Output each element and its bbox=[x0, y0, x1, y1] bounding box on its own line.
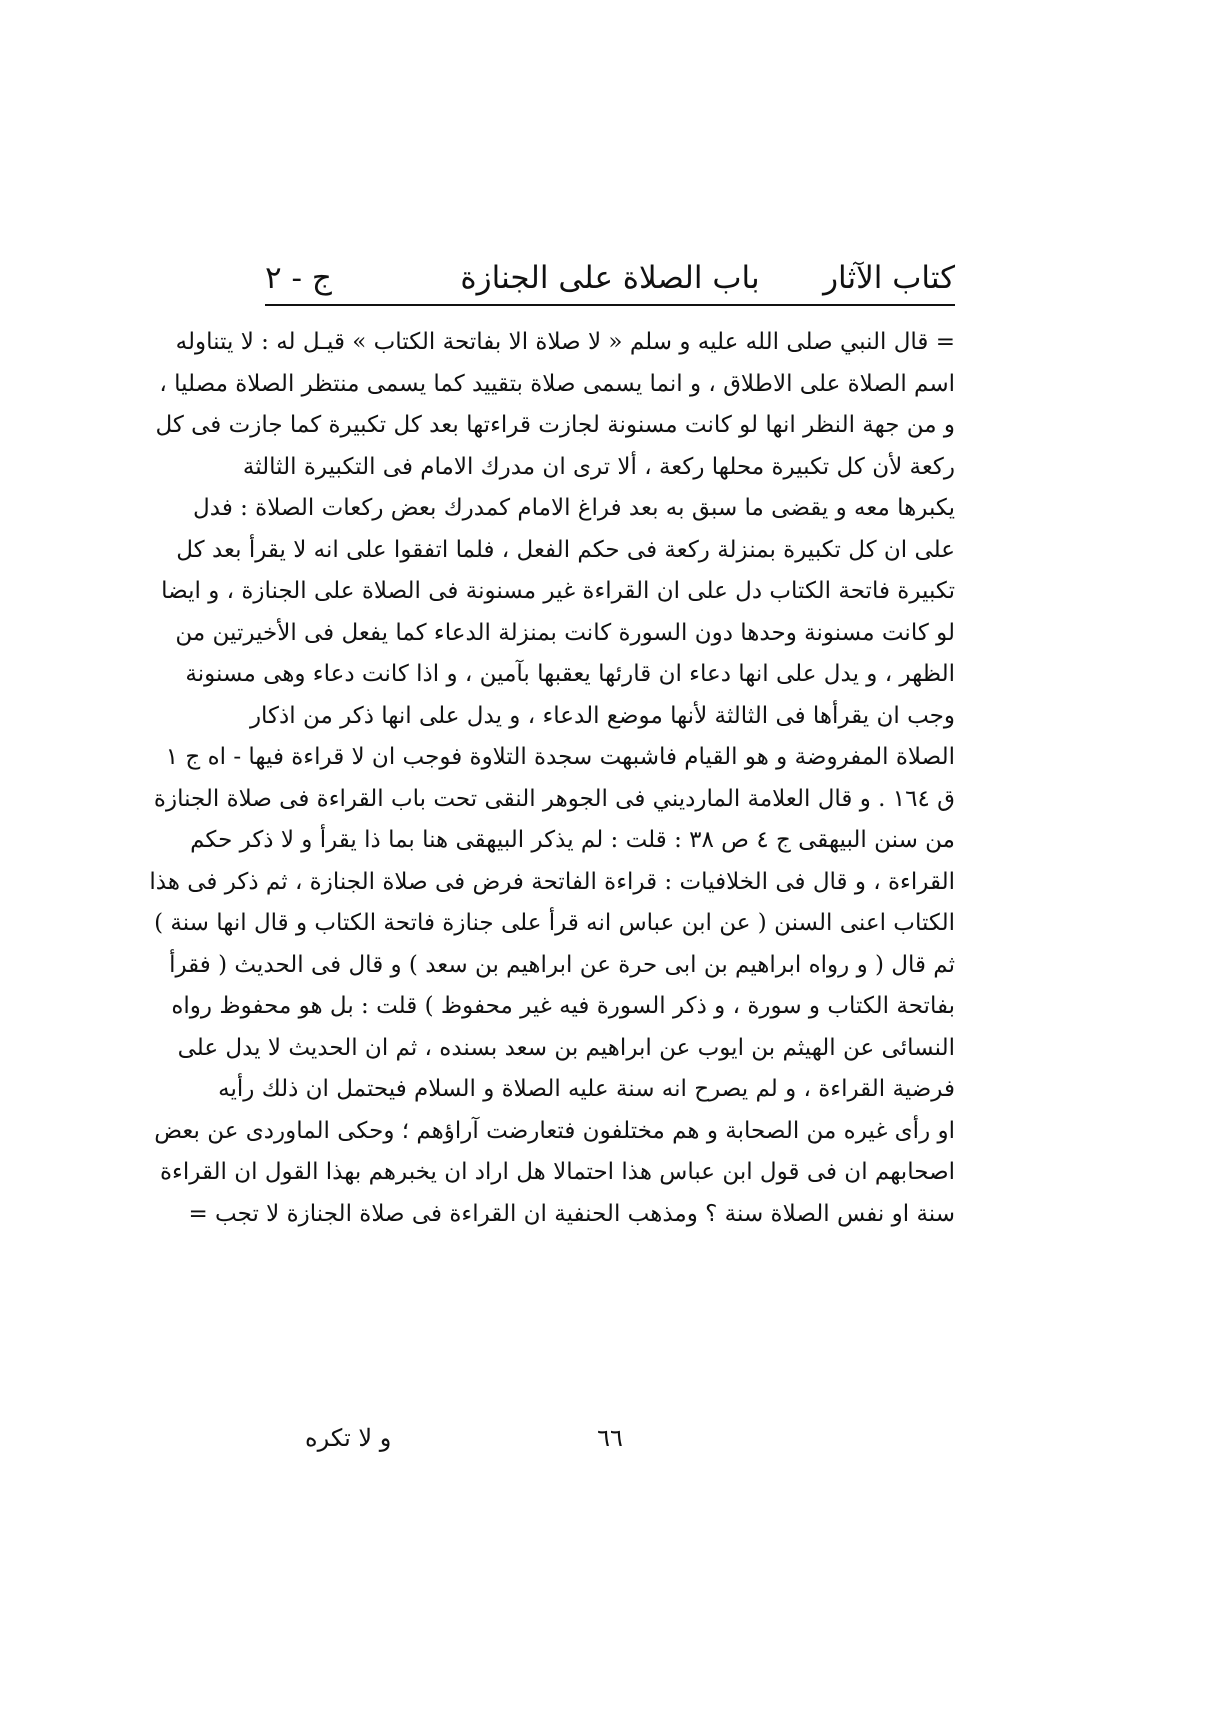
page-number: ٦٦ bbox=[597, 1424, 623, 1452]
text-line: من سنن البيهقى ج ٤ ص ٣٨ : قلت : لم يذكر البيهقى هنا بما ذا يقرأ و لا ذكر حكم bbox=[190, 827, 955, 853]
text-line: اسم الصلاة على الاطلاق ، و انما يسمى صلاة بتقييد كما يسمى منتظر الصلاة مصليا ، bbox=[159, 370, 955, 397]
text-line: النسائى عن الهيثم بن ايوب عن ابراهيم بن سعد بسنده ، ثم ان الحديث لا يدل على bbox=[177, 1034, 955, 1061]
text-line: يكبرها معه و يقضى ما سبق به بعد فراغ الامام كمدرك بعض ركعات الصلاة : فدل bbox=[193, 495, 955, 521]
text-line: تكبيرة فاتحة الكتاب دل على ان القراءة غير مسنونة فى الصلاة على الجنازة ، و ايضا bbox=[161, 578, 955, 604]
page-header bbox=[265, 258, 955, 308]
catchword: و لا تكره bbox=[305, 1424, 392, 1452]
text-line: فرضية القراءة ، و لم يصرح انه سنة عليه الصلاة و السلام فيحتمل ان ذلك رأيه bbox=[218, 1076, 955, 1102]
text-line: ركعة لأن كل تكبيرة محلها ركعة ، ألا ترى ان مدرك الامام فى التكبيرة الثالثة bbox=[242, 453, 955, 480]
text-line: ق ١٦٤ . و قال العلامة المارديني فى الجوهر النقى تحت باب القراءة فى صلاة الجنازة bbox=[153, 785, 955, 812]
text-line: الكتاب اعنى السنن ( عن ابن عباس انه قرأ على جنازة فاتحة الكتاب و قال انها سنة ) bbox=[154, 910, 955, 936]
text-line: لو كانت مسنونة وحدها دون السورة كانت بمنزلة الدعاء كما يفعل فى الأخيرتين من bbox=[175, 619, 955, 646]
book-title: كتاب الآثار bbox=[823, 260, 955, 296]
text-line: سنة او نفس الصلاة سنة ؟ ومذهب الحنفية ان القراءة فى صلاة الجنازة لا تجب = bbox=[188, 1200, 955, 1227]
page-footer bbox=[265, 1418, 955, 1462]
header-rule bbox=[265, 304, 955, 306]
text-line: وجب ان يقرأها فى الثالثة لأنها موضع الدعاء ، و يدل على انها ذكر من اذكار bbox=[249, 702, 955, 729]
text-line: و من جهة النظر انها لو كانت مسنونة لجازت قراءتها بعد كل تكبيرة كما جازت فى كل bbox=[155, 412, 955, 438]
text-line: ثم قال ( و رواه ابراهيم بن ابى حرة عن ابراهيم بن سعد ) و قال فى الحديث ( فقرأ bbox=[169, 951, 955, 978]
chapter-title: باب الصلاة على الجنازة bbox=[460, 260, 760, 296]
body-text bbox=[149, 322, 955, 1235]
text-line: على ان كل تكبيرة بمنزلة ركعة فى حكم الفعل ، فلما اتفقوا على انه لا يقرأ بعد كل bbox=[176, 536, 955, 563]
text-line: الظهر ، و يدل على انها دعاء ان قارئها يعقبها بآمين ، و اذا كانت دعاء وهى مسنونة bbox=[185, 661, 955, 687]
volume-label: ج - ٢ bbox=[265, 260, 332, 296]
text-line: او رأى غيره من الصحابة و هم مختلفون فتعارضت آراؤهم ؛ وحكى الماوردى عن بعض bbox=[154, 1117, 955, 1144]
text-line: اصحابهم ان فى قول ابن عباس هذا احتمالا هل اراد ان يخبرهم بهذا القول ان القراءة bbox=[159, 1159, 955, 1185]
text-line: الصلاة المفروضة و هو القيام فاشبهت سجدة التلاوة فوجب ان لا قراءة فيها - اه ج ١ bbox=[165, 744, 955, 770]
text-line: = قال النبي صلى الله عليه و سلم « لا صلاة الا بفاتحة الكتاب » قيـل له : لا يتناوله bbox=[175, 329, 955, 355]
text-line: القراءة ، و قال فى الخلافيات : قراءة الفاتحة فرض فى صلاة الجنازة ، ثم ذكر فى هذا bbox=[149, 868, 955, 895]
text-line: بفاتحة الكتاب و سورة ، و ذكر السورة فيه غير محفوظ ) قلت : بل هو محفوظ رواه bbox=[171, 993, 955, 1019]
